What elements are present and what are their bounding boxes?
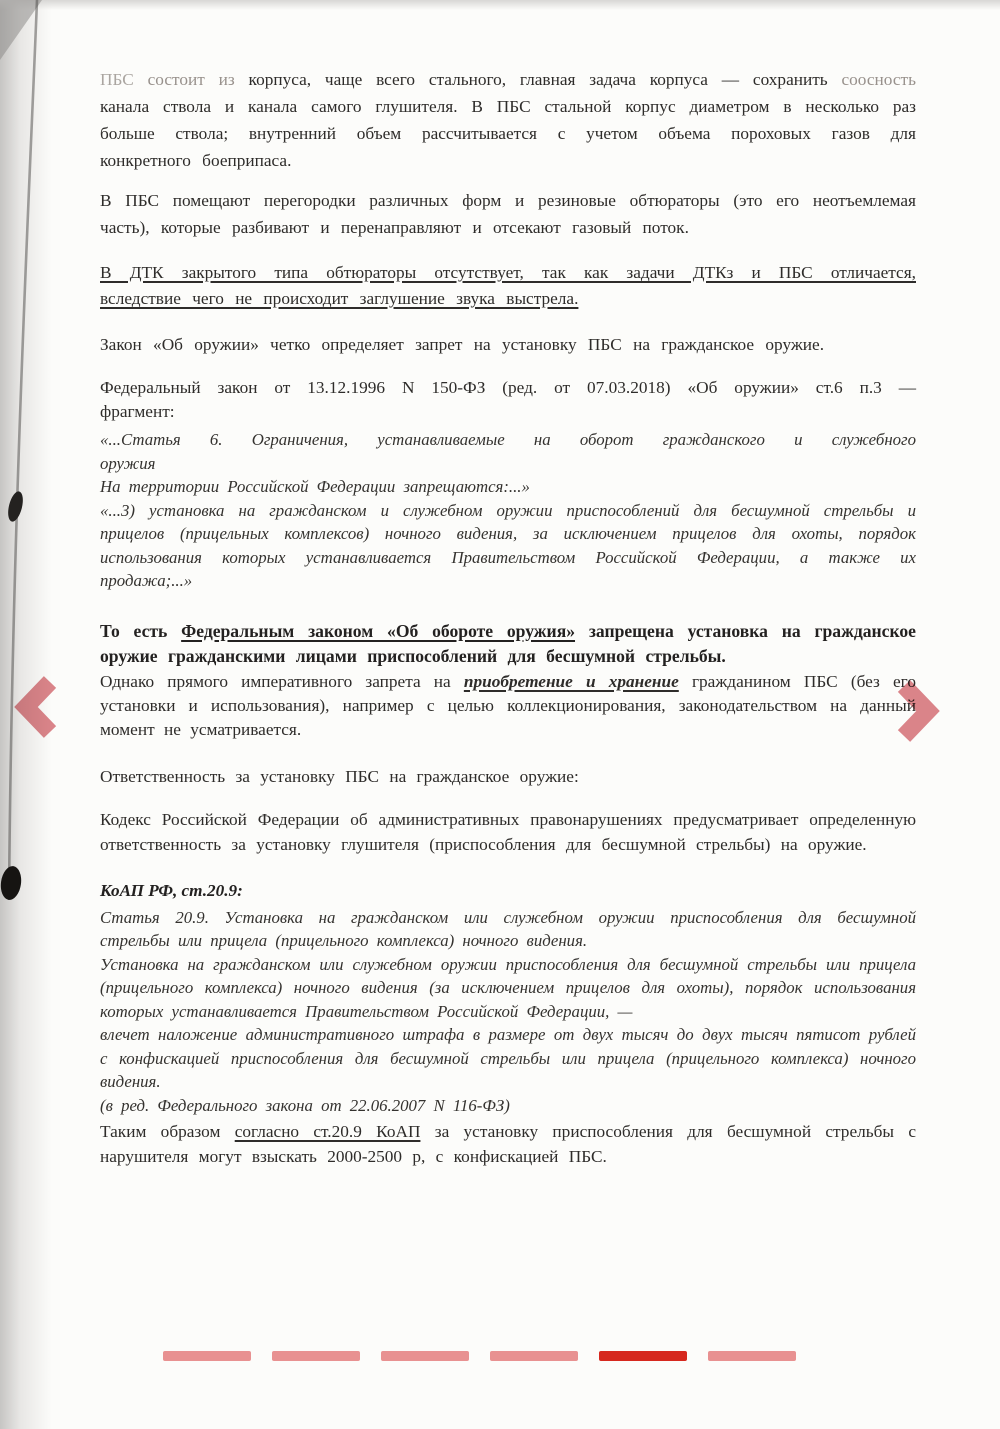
paragraph-conclusion-bold: То есть Федеральным законом «Об обороте оружия» запрещена установка на гражданское оружие гражданскими лицами приспособлений для бесшумной стрельбы.	[100, 620, 916, 666]
quote-item3: «...3) установка на гражданском и служебном оружии приспособлений для бесшумной стрельбы и прицелов (прицельных комплексов) ночного видения, за исключением прицелов для охоты, порядок использования которых устанавливается Правительством Российской Федерации, а также их продажа;...»	[100, 500, 916, 590]
quote-article209-title: Статья 20.9. Установка на гражданском или служебном оружии приспособления для бесшумной стрельбы или прицела (прицельного комплекса) ночного видения.	[100, 907, 916, 950]
paragraph-baffles: В ПБС помещают перегородки различных форм и резиновые обтюраторы (это его неотъемлемая часть), которые разбивают и перенаправляют и отсекают газовый поток.	[100, 191, 916, 237]
paragraph-responsibility-heading: Ответственность за установку ПБС на гражданское оружие:	[100, 766, 579, 786]
quote-article209-edition: (в ред. Федерального закона от 22.06.2007 N 116-ФЗ)	[100, 1095, 510, 1115]
page-indicator-bar[interactable]	[490, 1351, 578, 1361]
quote-territory: На территории Российской Федерации запрещаются:...»	[100, 477, 530, 496]
page-indicator-bar[interactable]	[381, 1351, 469, 1361]
paragraph-law-reference: Федеральный закон от 13.12.1996 N 150-ФЗ (ред. от 07.03.2018) «Об оружии» ст.6 п.3 — фрагмент:	[100, 378, 916, 421]
page-indicator-bar[interactable]	[163, 1351, 251, 1361]
chevron-left-icon	[11, 674, 59, 740]
page-indicator-bar-active[interactable]	[599, 1351, 687, 1361]
paragraph-law-statement: Закон «Об оружии» четко определяет запрет на установку ПБС на гражданское оружие.	[100, 335, 825, 354]
quote-article6: «...Статья 6. Ограничения, устанавливаемые на оборот гражданского и служебного оружия	[100, 430, 916, 473]
previous-page-button[interactable]	[11, 674, 59, 743]
page-indicator	[163, 1351, 796, 1361]
document-page	[100, 66, 916, 1169]
paragraph-dtk-underlined: В ДТК закрытого типа обтюраторы отсутствует, так как задачи ДТКз и ПБС отличается, вследствие чего не происходит заглушение звука выстрела.	[100, 263, 916, 308]
page-indicator-bar[interactable]	[708, 1351, 796, 1361]
paragraph-pbs-construction: ПБС состоит из корпуса, чаще всего стального, главная задача корпуса — сохранить соосность канала ствола и канала самого глушителя. В ПБС стальной корпус диаметром в несколько раз больше ствола; внутренний объем рассчитывается с учетом объема пороховых газов для конкретного боеприпаса.	[100, 70, 916, 170]
paragraph-summary: Таким образом согласно ст.20.9 КоАП за установку приспособления для бесшумной стрельбы с нарушителя могут взыскать 2000-2500 р, с конфискацией ПБС.	[100, 1122, 916, 1166]
paragraph-koap-intro: Кодекс Российской Федерации об административных правонарушениях предусматривает определенную ответственность за установку глушителя (приспособления для бесшумной стрельбы) на оружие.	[100, 809, 916, 854]
heading-koap-article: КоАП РФ, ст.20.9:	[100, 880, 243, 900]
next-page-button[interactable]	[895, 678, 943, 747]
page-top-shadow	[0, 0, 1000, 10]
paragraph-acquisition-storage: Однако прямого императивного запрета на приобретение и хранение гражданином ПБС (без его установки и использования), например с целью коллекционирования, законодательством на данный момент не усматривается.	[100, 671, 916, 739]
page-indicator-bar[interactable]	[272, 1351, 360, 1361]
quote-article209-sanction: влечет наложение административного штрафа в размере от двух тысяч до двух тысяч пятисот рублей с конфискацией приспособления для бесшумной стрельбы или прицела (прицельного комплекса) ночного видения.	[100, 1025, 916, 1091]
quote-article209-body: Установка на гражданском или служебном оружии приспособления для бесшумной стрельбы или прицела (прицельного комплекса) ночного видения (за исключением прицелов для охоты), порядок использования которых устанавливается Правительством Российской Федерации, —	[100, 954, 916, 1021]
chevron-right-icon	[895, 678, 943, 744]
